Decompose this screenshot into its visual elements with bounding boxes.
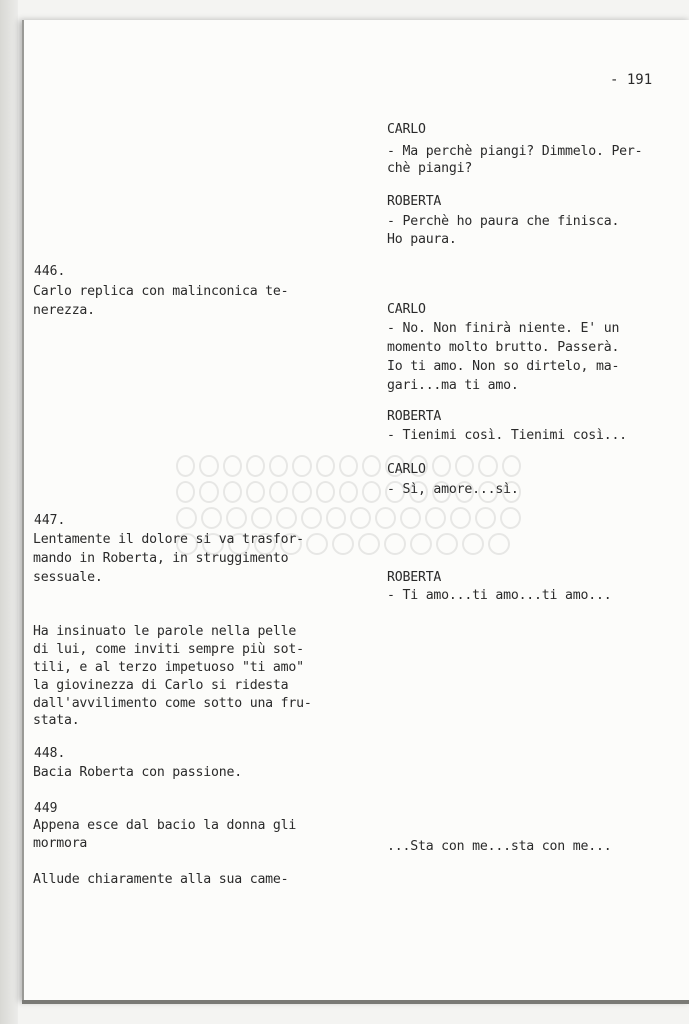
scene-direction-line: Lentamente il dolore si va trasfor- — [33, 532, 304, 547]
dialogue-line: ...Sta con me...sta con me... — [387, 839, 612, 854]
scene-direction-line: nerezza. — [33, 303, 95, 318]
speaker-carlo: CARLO — [387, 302, 426, 317]
dialogue-line: - Ti amo...ti amo...ti amo... — [387, 588, 612, 603]
page-bottom-edge — [22, 1000, 689, 1004]
dialogue-line: - No. Non finirà niente. E' un — [387, 321, 620, 336]
paragraph-line: la giovinezza di Carlo si ridesta — [33, 678, 289, 693]
scene-number: 449 — [34, 801, 58, 816]
scene-direction-line: Carlo replica con malinconica te- — [33, 284, 289, 299]
scene-direction-line: Allude chiaramente alla sua came- — [33, 872, 289, 887]
speaker-carlo: CARLO — [387, 462, 426, 477]
speaker-roberta: ROBERTA — [387, 194, 442, 209]
scene-direction-line: mormora — [33, 836, 88, 851]
dialogue-line: - Sì, amore...sì. — [387, 482, 519, 497]
page-number: - 191 — [610, 72, 653, 88]
speaker-carlo: CARLO — [387, 122, 426, 137]
paragraph-line: dall'avvilimento come sotto una fru- — [33, 696, 312, 711]
paragraph-line: stata. — [33, 713, 80, 728]
dialogue-line: gari...ma ti amo. — [387, 378, 519, 393]
dialogue-line: momento molto brutto. Passerà. — [387, 340, 620, 355]
paragraph-line: tili, e al terzo impetuoso "ti amo" — [33, 660, 304, 675]
scan-left-margin — [0, 0, 18, 1024]
paragraph-line: Ha insinuato le parole nella pelle — [33, 624, 297, 639]
dialogue-line: - Perchè ho paura che finisca. — [387, 214, 620, 229]
speaker-roberta: ROBERTA — [387, 409, 442, 424]
dialogue-line: - Ma perchè piangi? Dimmelo. Per- — [387, 144, 643, 159]
scene-direction-line: Bacia Roberta con passione. — [33, 765, 242, 780]
scene-number: 447. — [34, 513, 66, 528]
paragraph-line: di lui, come inviti sempre più sot- — [33, 642, 304, 657]
scene-direction-line: Appena esce dal bacio la donna gli — [33, 818, 297, 833]
dialogue-line: chè piangi? — [387, 161, 473, 176]
scene-number: 446. — [34, 264, 66, 279]
scene-number: 448. — [34, 746, 66, 761]
scene-direction-line: mando in Roberta, in struggimento — [33, 551, 289, 566]
dialogue-line: - Tienimi così. Tienimi così... — [387, 428, 627, 443]
speaker-roberta: ROBERTA — [387, 570, 442, 585]
scene-direction-line: sessuale. — [33, 570, 103, 585]
dialogue-line: Io ti amo. Non so dirtelo, ma- — [387, 359, 620, 374]
dialogue-line: Ho paura. — [387, 232, 457, 247]
